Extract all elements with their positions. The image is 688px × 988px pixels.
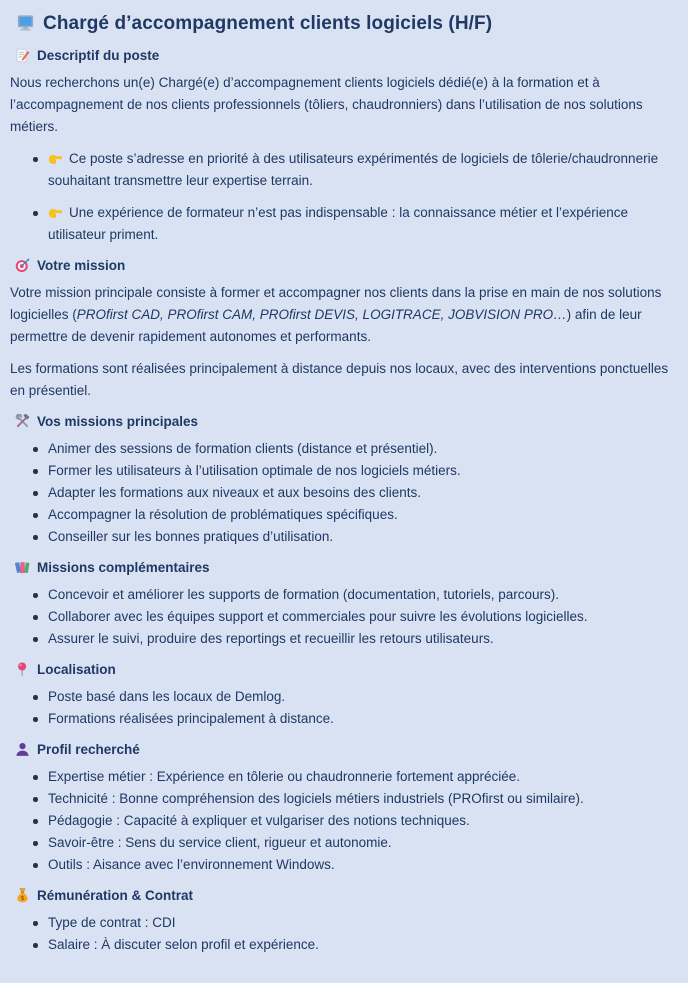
page-title-text: Chargé d’accompagnement clients logiciels (H/F) [43,13,493,34]
list-item [10,934,674,956]
list-item-text: Formations réalisées principalement à distance. [48,711,334,726]
pointing-hand-icon [48,205,63,220]
descriptif-intro-paragraph: Nous recherchons un(e) Chargé(e) d’accompagnement clients logiciels dédié(e) à la formation et à l’accompagnement de nos clients professionnels (tôliers, chaudronniers) dans l’utilisation de nos solutions métiers. [10,75,643,134]
list-item-text: Outils : Aisance avec l’environnement Windows. [48,857,335,872]
pushpin-icon [15,662,30,677]
section-heading-missions-principales [10,412,674,432]
list-item-text: Savoir-être : Sens du service client, rigueur et autonomie. [48,835,392,850]
section-heading-text: Localisation [37,662,116,677]
person-icon [15,742,30,757]
list-item [10,438,674,460]
list-item-text: Technicité : Bonne compréhension des logiciels métiers industriels (PROfirst ou similaire). [48,791,584,806]
list-item-text: Accompagner la résolution de problématiques spécifiques. [48,507,398,522]
list-item-text: Une expérience de formateur n’est pas indispensable : la connaissance métier et l’expérience utilisateur priment. [48,205,629,242]
section-heading-profil [10,740,674,760]
list-item-text: Assurer le suivi, produire des reportings et recueillir les retours utilisateurs. [48,631,494,646]
mission-paragraph-2: Les formations sont réalisées principalement à distance depuis nos locaux, avec des interventions ponctuelles en présentiel. [10,361,669,398]
pointing-hand-icon [48,151,63,166]
section-heading-text: Vos missions principales [37,414,199,429]
missions-principales-bullet-list [10,438,674,548]
section-heading-text: Descriptif du poste [37,48,160,63]
list-item-text: Salaire : À discuter selon profil et expérience. [48,937,319,952]
list-item [10,788,674,810]
svg-text:$: $ [20,894,25,902]
section-heading-text: Profil recherché [37,742,140,757]
mission-paragraph-1-post: ) afin de leur permettre de devenir rapidement autonomes et performants. [10,307,642,344]
list-item [10,504,674,526]
list-item [10,202,674,246]
list-item [10,460,674,482]
missions-complementaires-bullet-list [10,584,674,650]
list-item-text: Poste basé dans les locaux de Demlog. [48,689,286,704]
list-item-text: Concevoir et améliorer les supports de formation (documentation, tutoriels, parcours). [48,587,559,602]
page-title [10,10,674,38]
section-heading-text: Missions complémentaires [37,560,210,575]
list-item [10,766,674,788]
target-icon [15,258,30,273]
list-item-text: Animer des sessions de formation clients (distance et présentiel). [48,441,438,456]
memo-icon [15,48,30,63]
list-item [10,912,674,934]
list-item-text: Conseiller sur les bonnes pratiques d’utilisation. [48,529,334,544]
software-list: PROfirst CAD, PROfirst CAM, PROfirst DEVIS, LOGITRACE, JOBVISION PRO… [76,307,567,322]
section-heading-mission [10,256,674,276]
list-item-text: Type de contrat : CDI [48,915,176,930]
section-heading-text: Rémunération & Contrat [37,888,194,903]
computer-icon [16,13,35,32]
books-icon [15,560,30,575]
profil-bullet-list [10,766,674,876]
list-item-text: Expertise métier : Expérience en tôlerie ou chaudronnerie fortement appréciée. [48,769,521,784]
list-item [10,526,674,548]
list-item [10,628,674,650]
list-item-text: Ce poste s’adresse en priorité à des utilisateurs expérimentés de logiciels de tôlerie/chaudronnerie souhaitant transmettre leur expertise terrain. [48,151,659,188]
remuneration-bullet-list [10,912,674,956]
list-item-text: Pédagogie : Capacité à expliquer et vulgariser des notions techniques. [48,813,470,828]
section-heading-localisation [10,660,674,680]
list-item-text: Collaborer avec les équipes support et commerciales pour suivre les évolutions logicielles. [48,609,588,624]
moneybag-icon [15,888,30,903]
localisation-bullet-list [10,686,674,730]
list-item [10,708,674,730]
list-item [10,832,674,854]
list-item-text: Former les utilisateurs à l’utilisation optimale de nos logiciels métiers. [48,463,461,478]
list-item-text: Adapter les formations aux niveaux et aux besoins des clients. [48,485,421,500]
list-item [10,584,674,606]
list-item [10,482,674,504]
section-heading-descriptif [10,46,674,66]
section-heading-remuneration [10,886,674,906]
section-heading-missions-complementaires [10,558,674,578]
list-item [10,606,674,628]
mission-paragraph-1 [10,282,674,348]
list-item [10,854,674,876]
tools-icon [15,414,30,429]
descriptif-bullet-list [10,148,674,246]
mission-paragraph-1-pre: Votre mission principale consiste à former et accompagner nos clients dans la prise en main de nos solutions logicielles ( [10,285,662,322]
list-item [10,686,674,708]
section-heading-text: Votre mission [37,258,126,273]
list-item [10,810,674,832]
list-item [10,148,674,192]
